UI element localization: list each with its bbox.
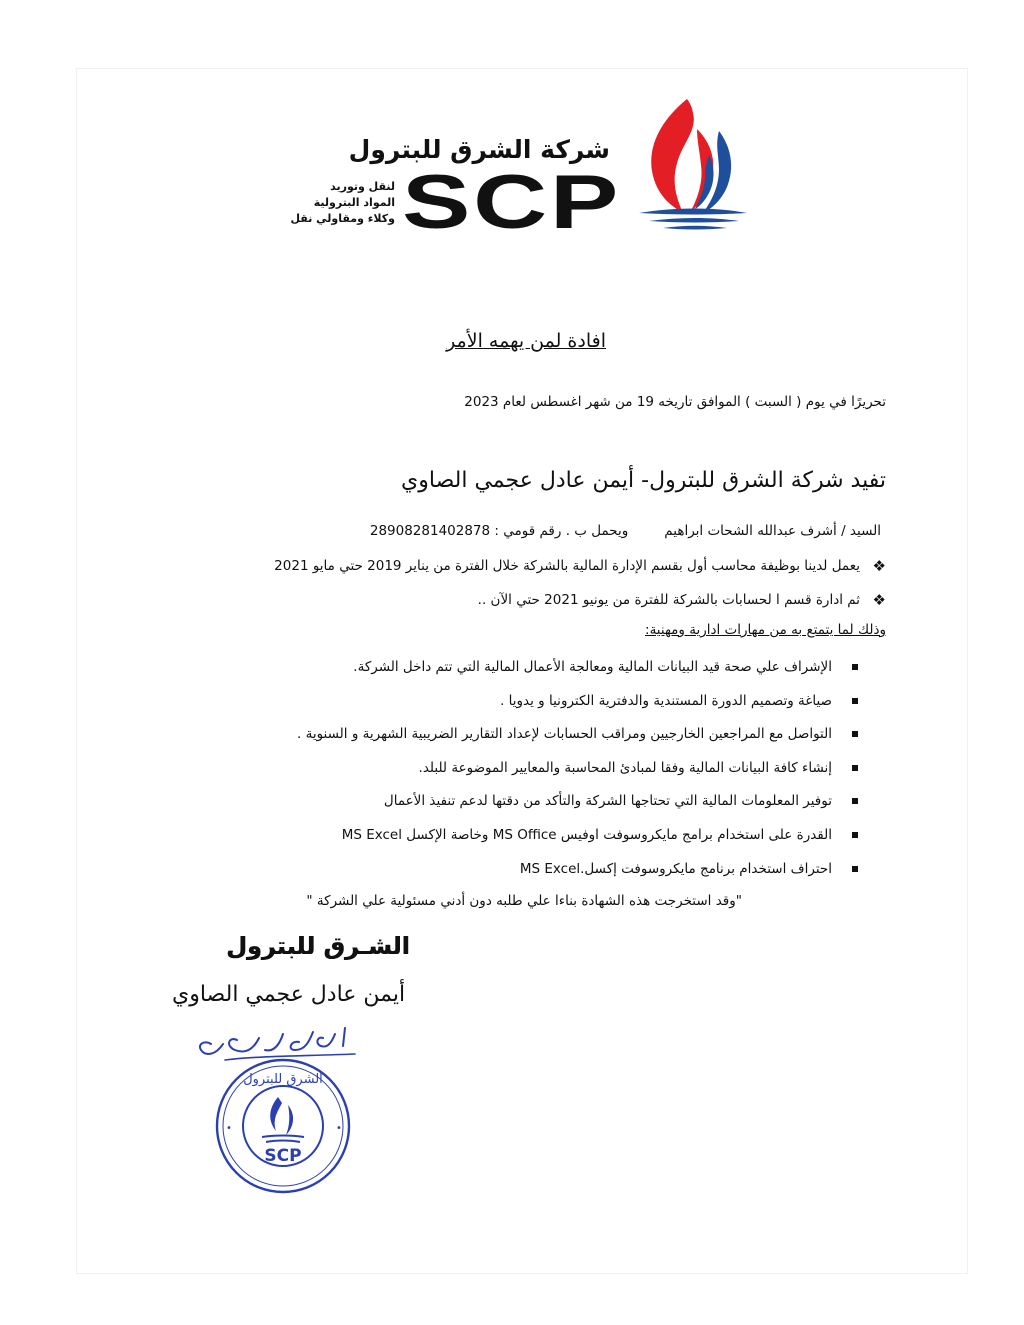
flame-logo-icon — [635, 95, 750, 240]
list-item: القدرة على استخدام برامج مايكروسوفت اوفيس MS Office وخاصة الإكسل MS Excel — [297, 824, 832, 858]
employment-list — [274, 554, 886, 622]
signature-company-name: الشـرق للبترول — [226, 932, 410, 960]
square-bullet-icon — [852, 832, 858, 838]
company-tagline — [290, 179, 395, 227]
tagline-line: لنقل وتوريد — [330, 180, 395, 193]
company-stamp — [212, 1055, 354, 1197]
list-item: التواصل مع المراجعين الخارجيين ومراقب الحسابات لإعداد التقارير الضريبية الشهرية و السنوية . — [297, 723, 832, 757]
square-bullet-icon — [852, 664, 858, 670]
person-name: السيد / أشرف عبدالله الشحات ابراهيم — [664, 523, 881, 539]
diamond-bullet-icon: ❖ — [872, 557, 886, 575]
letterhead — [280, 95, 750, 245]
company-name: شركة الشرق للبترول — [348, 135, 610, 164]
square-bullet-icon — [852, 765, 858, 771]
list-item: الإشراف علي صحة قيد البيانات المالية ومعالجة الأعمال المالية التي تتم داخل الشركة. — [297, 656, 832, 690]
signer-name: أيمن عادل عجمي الصاوي — [172, 982, 406, 1007]
skills-list — [297, 656, 832, 891]
list-item: ❖ ثم ادارة قسم ا لحسابات بالشركة للفترة من يونيو 2021 حتي الآن .. — [274, 588, 860, 622]
square-bullet-icon — [852, 798, 858, 804]
svg-text:•: • — [336, 1123, 342, 1134]
tagline-line: وكلاء ومقاولي نقل — [290, 212, 395, 225]
stamp-logo-text: SCP — [264, 1146, 302, 1166]
square-bullet-icon — [852, 698, 858, 704]
certificate-headline: تفيد شركة الشرق للبترول- أيمن عادل عجمي الصاوي — [401, 468, 886, 493]
date-line: تحريرًا في يوم ( السبت ) الموافق تاريخه 19 من شهر اغسطس لعام 2023 — [464, 394, 886, 410]
square-bullet-icon — [852, 866, 858, 872]
list-item: صياغة وتصميم الدورة المستندية والدفترية الكترونيا و يدويا . — [297, 690, 832, 724]
diamond-bullet-icon: ❖ — [872, 591, 886, 609]
stamp-company-text: الشرق للبترول — [243, 1072, 323, 1087]
tagline-line: المواد البترولية — [313, 196, 395, 209]
list-item: احتراف استخدام برنامج مايكروسوفت إكسل.MS Excel — [297, 858, 832, 892]
closing-note: "وقد استخرجت هذه الشهادة بناءا علي طلبه دون أدني مسئولية علي الشركة " — [306, 893, 742, 909]
list-item: إنشاء كافة البيانات المالية وفقا لمبادئ المحاسبة والمعايير الموضوعة للبلد. — [297, 757, 832, 791]
document-title: افادة لمن يهمه الأمر — [446, 330, 606, 352]
list-item: توفير المعلومات المالية التي تحتاجها الشركة والتأكد من دقتها لدعم تنفيذ الأعمال — [297, 790, 832, 824]
list-item: ❖ يعمل لدينا بوظيفة محاسب أول بقسم الإدارة المالية بالشركة خلال الفترة من يناير 2019 حتي مايو 2021 — [274, 554, 860, 588]
person-info — [370, 523, 881, 539]
person-national-id: ويحمل ب . رقم قومي : 28908281402878 — [369, 523, 629, 539]
scp-logo-text: SCP — [402, 160, 622, 245]
svg-text:•: • — [226, 1123, 232, 1134]
square-bullet-icon — [852, 731, 858, 737]
skills-intro: وذلك لما يتمتع به من مهارات ادارية ومهنية: — [645, 622, 886, 638]
